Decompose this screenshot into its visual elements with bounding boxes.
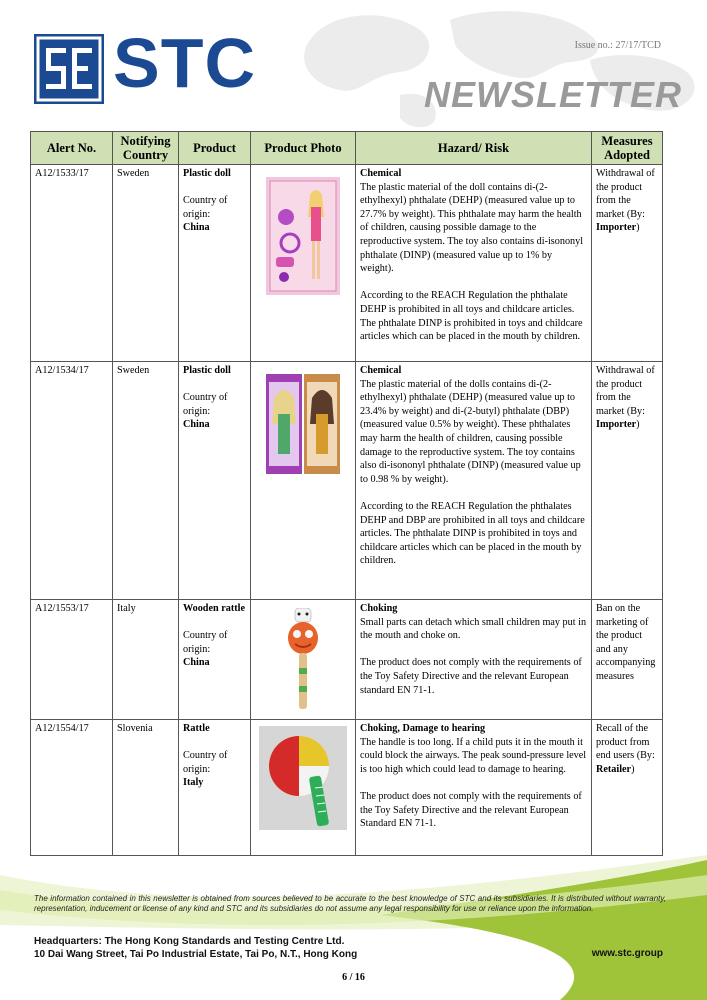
stc-logo-mark [34,34,104,104]
photo-cell [251,720,356,856]
hazard-title: Chemical [360,365,402,376]
product-name: Plastic doll [183,168,231,179]
photo-cell [251,600,356,720]
notifying-country: Italy [113,600,179,720]
hazard-title: Chemical [360,168,402,179]
alert-number: A12/1534/17 [31,362,113,600]
alert-number: A12/1553/17 [31,600,113,720]
ball-rattle-photo-icon [259,726,347,830]
measures-cell [592,600,663,720]
hazard-cell [356,362,592,600]
hazard-description: The plastic material of the doll contains di-(2-ethylhexyl) phthalate (DEHP) (measured value up to 27.7% by weight). This phthalate may harm the health of children, causing possible damage to the reproductive system. The toy also contains di-isononyl phthalate (DINP) (measured value up to 1% by weight). [360,181,584,275]
doll-set-photo-icon [266,177,340,295]
website-link[interactable]: www.stc.group [591,948,663,959]
stc-logo-text: STC [113,24,256,102]
table-row [31,600,663,720]
measures-text: Withdrawal of the product from the market (By: [596,365,655,417]
col-measures-adopted: Measures Adopted [592,132,663,165]
measures-end: ) [636,419,640,431]
col-hazard-risk: Hazard/ Risk [356,132,592,165]
table-row [31,362,663,600]
origin-country: Italy [183,777,204,789]
hazard-regulation: The product does not comply with the requirements of the Toy Safety Directive and the relevant European standard EN 71-1. [360,657,582,696]
hq-line-1: Headquarters: The Hong Kong Standards and Testing Centre Ltd. [34,936,345,947]
hazard-cell [356,720,592,856]
product-cell [179,362,251,600]
notifying-country: Sweden [113,165,179,362]
origin-country: China [183,657,210,669]
hazard-description: The handle is too long. If a child puts it in the mouth it could block the airways. The peak sound-pressure level is too high which could lead to damage to hearing. [360,736,587,775]
stc-logo-icon [34,34,104,104]
wooden-rattle-photo-icon [283,608,323,712]
notifying-country: Sweden [113,362,179,600]
origin-label: Country of origin: [183,392,228,417]
origin-label: Country of origin: [183,750,228,775]
alerts-table [30,131,663,856]
product-name: Rattle [183,723,210,734]
col-product-photo: Product Photo [251,132,356,165]
product-cell [179,600,251,720]
origin-label: Country of origin: [183,630,228,655]
hazard-regulation: According to the REACH Regulation the phthalates DEHP and DBP are prohibited in all toys and childcare articles. The phthalate DINP is prohibited in toys and childcare articles which can be placed in the mouth by children. [360,500,585,567]
table-header-row [31,132,663,165]
hazard-cell [356,600,592,720]
alert-number: A12/1533/17 [31,165,113,362]
origin-country: China [183,222,210,234]
measures-text: Withdrawal of the product from the market (By: [596,168,655,220]
hazard-cell [356,165,592,362]
col-notifying-country: Notifying Country [113,132,179,165]
measures-cell [592,165,663,362]
issue-number: Issue no.: 27/17/TCD [574,40,661,51]
measures-cell [592,362,663,600]
hazard-regulation: The product does not comply with the requirements of the Toy Safety Directive and the relevant European Standard EN 71-1. [360,790,582,830]
product-cell [179,720,251,856]
origin-label: Country of origin: [183,195,228,220]
photo-cell [251,362,356,600]
hazard-description: Small parts can detach which small children may put in the mouth and choke on. [360,616,587,642]
hazard-title: Choking [360,603,398,614]
hazard-regulation: According to the REACH Regulation the phthalate DEHP is prohibited in all toys and childcare articles. The phthalate DINP is prohibited in toys and childcare articles which can be placed in the mouth by children. [360,290,583,343]
page-number: 6 / 16 [342,972,365,983]
alert-number: A12/1554/17 [31,720,113,856]
measures-by: Retailer [596,763,632,775]
hq-line-2: 10 Dai Wang Street, Tai Po Industrial Estate, Tai Po, N.T., Hong Kong [34,949,358,960]
measures-by: Importer [596,419,637,431]
measures-end: ) [636,222,640,234]
measures-end: ) [631,763,635,775]
table-row [31,720,663,856]
photo-cell [251,165,356,362]
origin-country: China [183,419,210,431]
table-row [31,165,663,362]
disclaimer-text: The information contained in this newsletter is obtained from sources believed to be accurate to the best knowledge of STC and its subsidiaries. It is distributed without warranty, representation, inducement or license of any kind and STC and its subsidiaries do not assume any legal responsibility for use or reliance upon the information. [34,894,666,913]
measures-text: Ban on the marketing of the product and any accompanying measures [596,603,656,682]
product-cell [179,165,251,362]
product-name: Plastic doll [183,365,231,376]
col-alert-no: Alert No. [31,132,113,165]
headquarters-address [34,935,357,961]
hazard-description: The plastic material of the dolls contains di-(2-ethylhexyl) phthalate (DEHP) (measured value up to 23.4% by weight) and di-(2-butyl) phthalate (DBP) (measured value 0.5% by weight). These phthalates may harm the health of children, causing possible damage to the reproductive system. The toy contains also di-isononyl phthalate (DINP) (measured value up to 0.98 % by weight). [360,378,581,485]
measures-by: Importer [596,222,637,234]
hazard-title: Choking, Damage to hearing [360,723,486,734]
product-name: Wooden rattle [183,603,245,614]
measures-cell [592,720,663,856]
newsletter-title: NEWSLETTER [424,74,682,115]
two-dolls-photo-icon [266,374,340,474]
col-product: Product [179,132,251,165]
notifying-country: Slovenia [113,720,179,856]
measures-text: Recall of the product from end users (By: [596,723,655,762]
